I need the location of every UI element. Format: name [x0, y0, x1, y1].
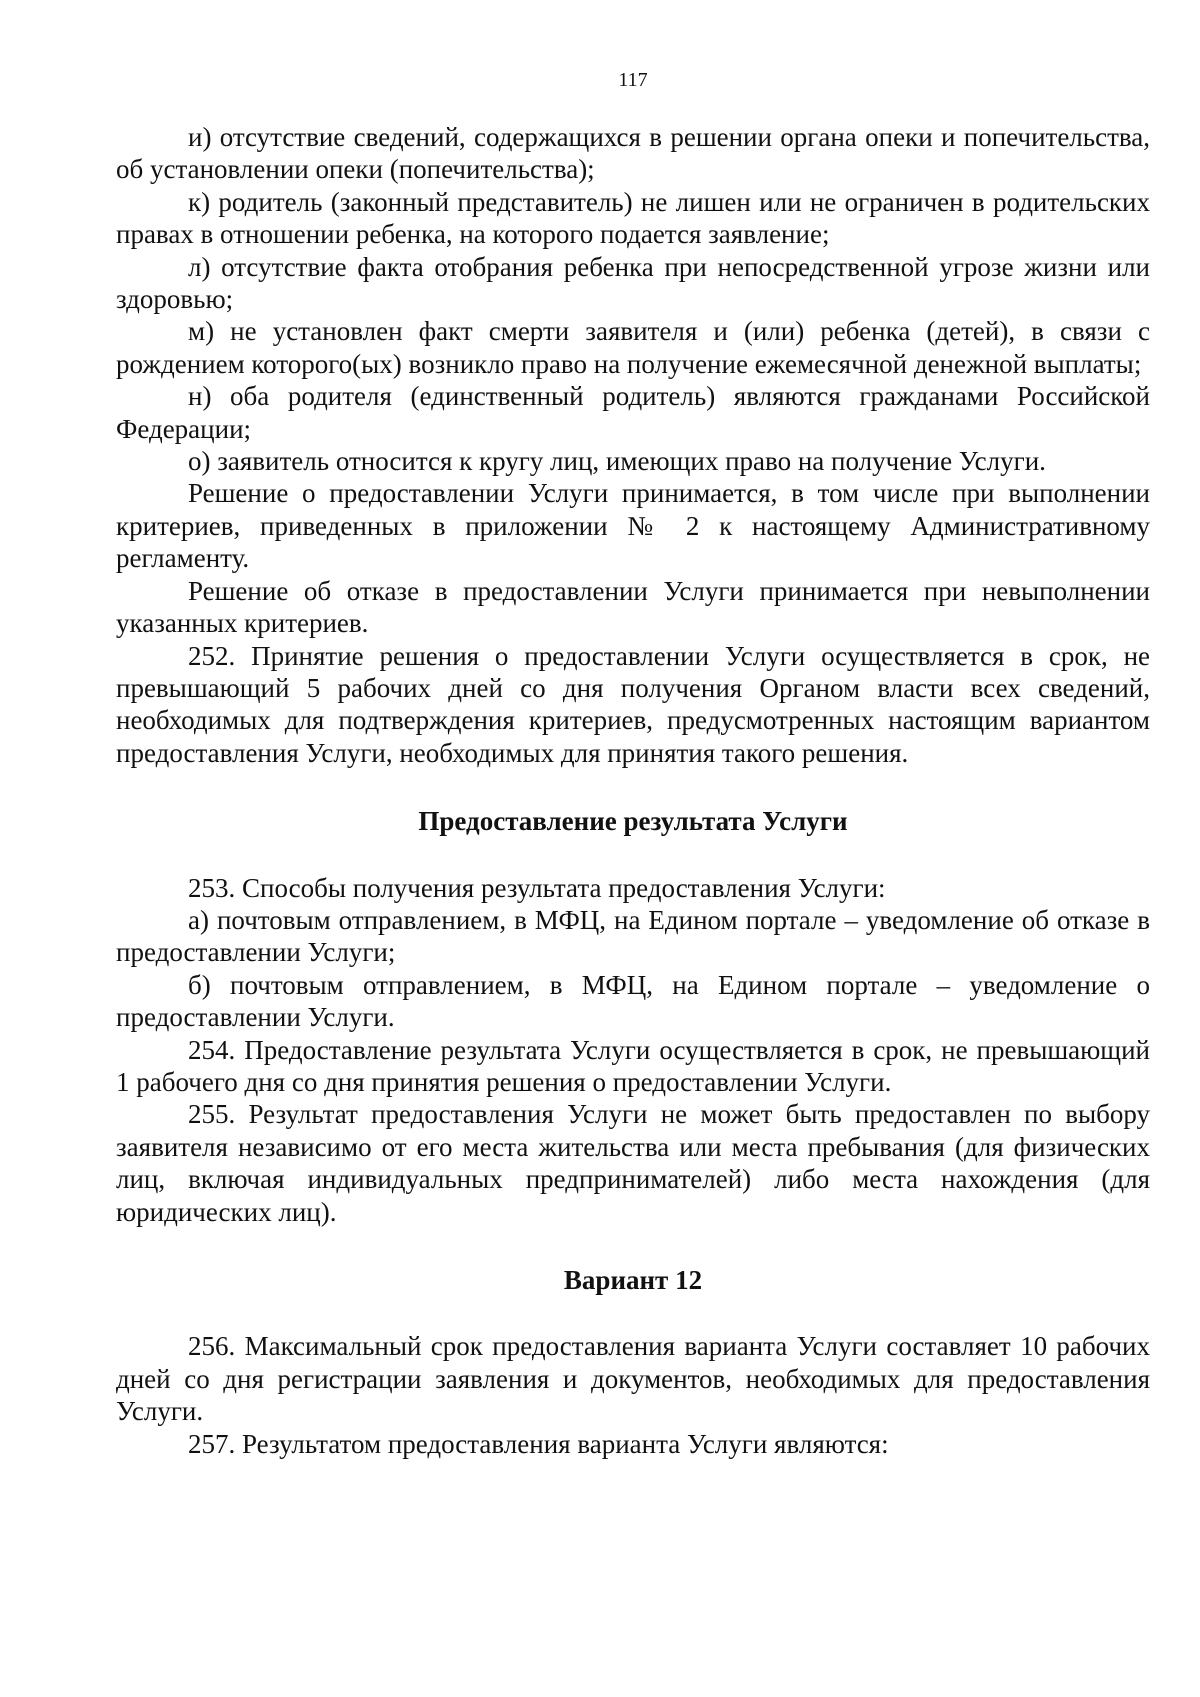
section-heading-result: Предоставление результата Услуги [418, 806, 848, 837]
paragraph-252: 252. Принятие решения о предоставлении Услуги осуществляется в срок, не превышающий 5 рабочих дней со дня получения Органом власти всех сведений, необходимых для подтверждения критериев, предусмотренных настоящим вариантом предоставления Услуги, необходимых для принятия такого решения. [116, 640, 1150, 768]
paragraph-253: 253. Способы получения результата предоставления Услуги: [188, 872, 886, 903]
paragraph-257: 257. Результатом предоставления варианта Услуги являются: [188, 1428, 889, 1459]
paragraph-item-k: к) родитель (законный представитель) не лишен или не ограничен в родительских правах в отношении ребенка, на которого подается заявление; [116, 186, 1150, 250]
paragraph-item-o: о) заявитель относится к кругу лиц, имеющих право на получение Услуги. [188, 446, 1046, 477]
paragraph-253-b: б) почтовым отправлением, в МФЦ, на Едином портале – уведомление о предоставлении Услуги. [116, 969, 1150, 1033]
paragraph-item-n: н) оба родителя (единственный родитель) являются гражданами Российской Федерации; [116, 381, 1150, 444]
section-heading-variant-12: Вариант 12 [563, 1265, 703, 1295]
paragraph-256: 256. Максимальный срок предоставления варианта Услуги составляет 10 рабочих дней со дня регистрации заявления и документов, необходимых для предоставления Услуги. [116, 1331, 1150, 1427]
paragraph-255: 255. Результат предоставления Услуги не может быть предоставлен по выбору заявителя независимо от его места жительства или места пребывания (для физических лиц, включая индивидуальных предпринимателей) либо места нахождения (для юридических лиц). [116, 1099, 1150, 1227]
paragraph-item-l: л) отсутствие факта отобрания ребенка при непосредственной угрозе жизни или здоровью; [116, 251, 1150, 315]
paragraph-item-i: и) отсутствие сведений, содержащихся в решении органа опеки и попечительства, об установлении опеки (попечительства); [116, 122, 1150, 185]
paragraph-253-a: а) почтовым отправлением, в МФЦ, на Едином портале – уведомление об отказе в предоставлении Услуги; [116, 904, 1150, 968]
paragraph-254: 254. Предоставление результата Услуги осуществляется в срок, не превышающий 1 рабочего дня со дня принятия решения о предоставлении Услуги. [116, 1034, 1150, 1097]
paragraph-decision-refusal: Решение об отказе в предоставлении Услуги принимается при невыполнении указанных критериев. [116, 575, 1150, 639]
paragraph-decision-grant: Решение о предоставлении Услуги принимается, в том числе при выполнении критериев, приведенных в приложении № 2 к настоящему Административному регламенту. [116, 478, 1150, 574]
document-page [116, 60, 1150, 1460]
paragraph-item-m: м) не установлен факт смерти заявителя и (или) ребенка (детей), в связи с рождением которого(ых) возникло право на получение ежемесячной денежной выплаты; [116, 316, 1150, 379]
page-number: 117 [618, 69, 648, 91]
